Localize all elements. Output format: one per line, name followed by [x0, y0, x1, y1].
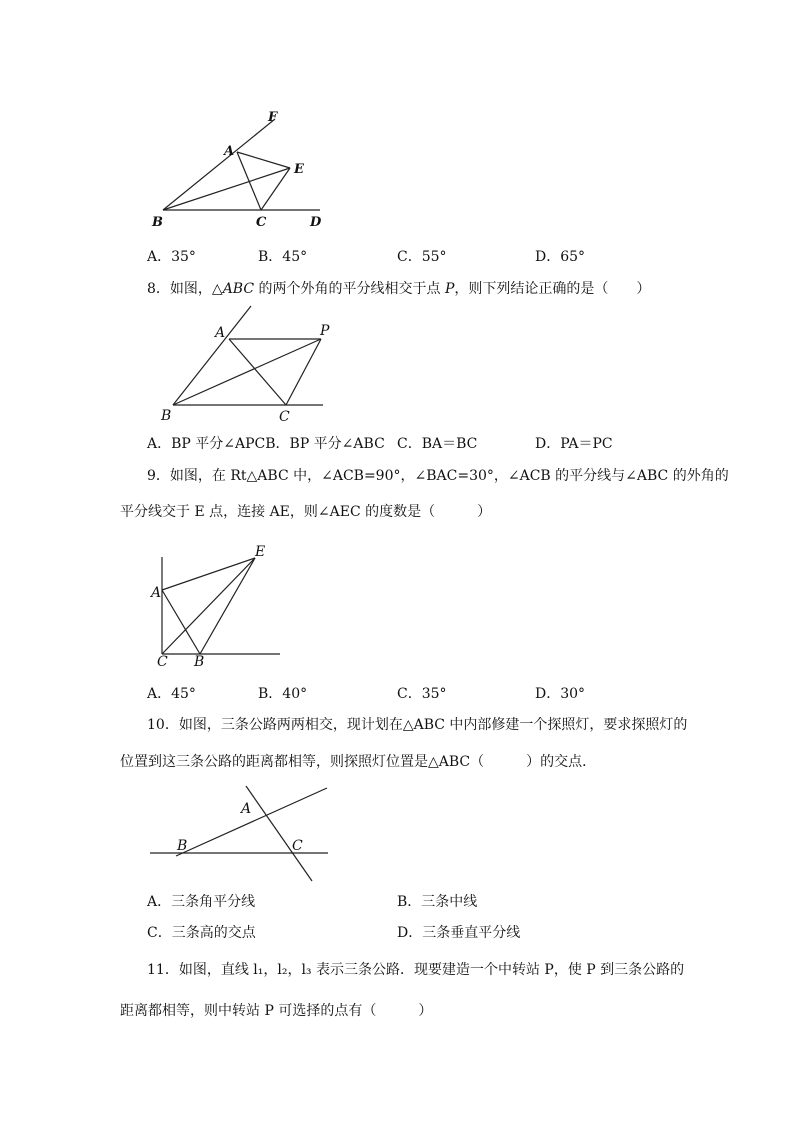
q9-option-b: B．40° — [258, 686, 308, 702]
q7-line-BF — [163, 119, 275, 210]
q8-label-B: B — [161, 408, 172, 424]
q10-figure — [140, 780, 340, 885]
q9-label-E: E — [255, 544, 266, 560]
q9-option-a: A．45° — [147, 686, 196, 702]
q7-label-A: A — [224, 144, 235, 159]
q8-line-AC — [229, 339, 286, 405]
q8-line-PC — [286, 339, 321, 405]
q7-figure — [140, 105, 340, 235]
q10-option-c: C．三条高的交点 — [147, 925, 256, 941]
q8-figure — [155, 300, 345, 430]
q9-line-AB — [162, 590, 200, 654]
q7-option-a: A．35° — [147, 249, 196, 265]
q7-label-F: F — [268, 110, 278, 125]
q7-option-b: B．45° — [258, 249, 308, 265]
q8-option-d: D．PA＝PC — [535, 436, 613, 452]
q8-line-BA-ext — [173, 306, 251, 405]
q8-stem-triangle: △ABC — [211, 281, 255, 297]
q8-label-C: C — [279, 409, 290, 425]
q9-option-c: C．35° — [397, 686, 447, 702]
q10-line-AC — [246, 786, 312, 881]
q9-label-B: B — [194, 654, 205, 670]
q8-line-BP — [173, 339, 321, 405]
q8-label-A: A — [215, 325, 226, 341]
q9-label-C: C — [157, 654, 168, 670]
q9-figure — [145, 540, 295, 675]
q9-label-A: A — [151, 585, 162, 601]
q10-label-A: A — [241, 801, 252, 817]
q10-option-b: B．三条中线 — [397, 894, 478, 910]
q7-line-AC — [237, 152, 261, 210]
q7-option-d: D．65° — [535, 249, 586, 265]
q8-stem — [147, 282, 650, 296]
q8-stem-before: 8．如图， — [147, 281, 212, 297]
q8-option-c: C．BA＝BC — [397, 436, 478, 452]
q10-label-B: B — [177, 838, 188, 854]
q11-stem-line2: 距离都相等，则中转站 P 可选择的点有（ ） — [120, 1003, 433, 1019]
q11-stem-line1: 11．如图，直线 l₁，l₂，l₃ 表示三条公路．现要建造一个中转站 P，使 P 到三条公路的 — [147, 962, 685, 978]
q10-stem-line1: 10．如图，三条公路两两相交，现计划在△ABC 中内部修建一个探照灯，要求探照灯的 — [147, 717, 688, 733]
q8-stem-mid: 的两个外角的平分线相交于点 — [254, 281, 445, 297]
q7-label-E: E — [294, 162, 304, 177]
q10-option-a: A．三条角平分线 — [147, 894, 256, 910]
q9-stem-line1: 9．如图，在 Rt△ABC 中，∠ACB=90°，∠BAC=30°，∠ACB 的平分线与∠ABC 的外角的 — [147, 468, 729, 484]
q7-line-BE — [163, 168, 290, 210]
q8-label-P: P — [320, 323, 330, 339]
q10-stem-line2: 位置到这三条公路的距离都相等，则探照灯位置是△ABC（ ）的交点． — [120, 754, 597, 770]
q10-option-d: D．三条垂直平分线 — [397, 925, 521, 941]
q7-label-B: B — [152, 215, 163, 230]
q8-option-ab: A．BP 平分∠APCB．BP 平分∠ABC — [147, 436, 385, 452]
q9-line-AE — [162, 558, 255, 590]
q10-label-C: C — [292, 838, 303, 854]
q8-stem-point: P — [444, 281, 455, 297]
q7-option-c: C．55° — [397, 249, 447, 265]
q7-label-C: C — [256, 215, 267, 230]
q7-line-CE — [261, 168, 290, 210]
q7-line-AE — [237, 152, 290, 168]
q8-stem-after: ，则下列结论正确的是（ ） — [454, 281, 651, 297]
q9-option-d: D．30° — [535, 686, 586, 702]
q7-label-D: D — [310, 215, 322, 230]
q9-stem-line2: 平分线交于 E 点，连接 AE，则∠AEC 的度数是（ ） — [120, 504, 492, 520]
q10-line-BA — [176, 788, 327, 856]
